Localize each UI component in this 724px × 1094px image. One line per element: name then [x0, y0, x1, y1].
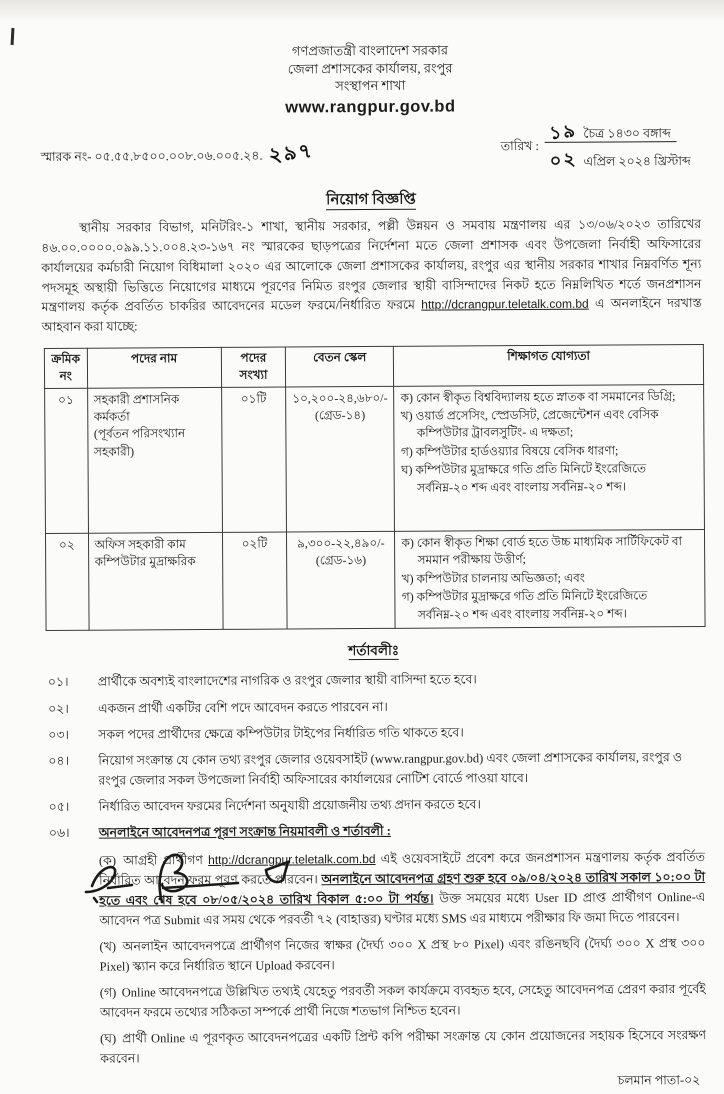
condition-item	[49, 794, 705, 817]
serial-cell: ০১	[45, 388, 88, 534]
serial-cell: ০২	[45, 533, 88, 630]
table-row	[45, 529, 705, 630]
post-count-cell: ০২টি	[222, 532, 287, 629]
post-count-cell: ০১টি	[221, 387, 286, 533]
sub-text: আগ্রহী প্রার্থীগণ	[123, 852, 203, 868]
sub-label: (ক)	[98, 853, 117, 868]
handwritten-bangla-day: ১৯	[548, 120, 579, 144]
pay-scale-cell	[287, 531, 396, 629]
memo-label: স্মারক নং- ০৫.৫৫.৮৫০০.০০৮.০৬.০০৫.২৪.	[40, 148, 263, 164]
condition-text: নির্ধারিত আবেদন ফরমের নির্দেশনা অনুযায়ী প্রয়োজনীয় তথ্য প্রদান করতে হবে।	[98, 797, 481, 814]
sub-item-gha	[100, 1025, 706, 1069]
condition-item	[48, 748, 704, 791]
pay-scale-grade: (গ্রেড-১৪)	[314, 408, 366, 423]
condition-text: সকল পদের প্রার্থীদের ক্ষেত্রে কম্পিউটার টাইপের নির্ধারিত গতি থাকতে হবে।	[98, 725, 464, 742]
memo-date-row	[40, 118, 700, 177]
bangla-date	[545, 120, 677, 144]
condition-text: প্রার্থীকে অবশ্যই বাংলাদেশের নাগরিক ও রংপুর জেলার স্থায়ী বাসিন্দা হতে হবে।	[97, 672, 477, 689]
post-name-line2: (পূর্বতন পরিসংখ্যান সহকারী)	[93, 426, 186, 459]
memo-number	[40, 120, 316, 170]
qualification-cell	[394, 384, 704, 531]
condition-text: নিয়োগ সংক্রান্ত যে কোন তথ্য রংপুর জেলার ওয়েবসাইট (www.rangpur.gov.bd) এবং জেলা প্রশাসকের কার্যালয়, রংপুর ও রংপুর জেলার সকল উপজেলা নির্বাহী অফিসারের কার্যালয়ের নোটিশ বোর্ডে পাওয়া যাবে।	[98, 750, 683, 788]
condition-item-online-rules	[49, 820, 705, 843]
col-serial: ক্রমিক নং	[44, 348, 87, 388]
date-label: তারিখ :	[500, 138, 540, 154]
col-qualification: শিক্ষাগত যোগ্যতা	[394, 344, 704, 386]
application-window-dates: অনলাইনে আবেদনপত্র গ্রহণ শুরু হবে ০৯/০৪/২০২৪ তারিখ সকাল ১০:০০ টা হতে এবং শেষ হবে ০৮/০৫/২০২৪ তারিখ বিকাল ৫:০০ টা পর্যন্ত।	[99, 869, 706, 908]
condition-text: একজন প্রার্থী একটির বেশি পদে আবেদন করতে পারবেন না।	[98, 699, 388, 716]
conditions-heading-text: শর্তাবলীঃ	[348, 642, 400, 659]
office-name: জেলা প্রশাসকের কার্যালয়, রংপুর	[287, 60, 453, 77]
qual-line: খ) কম্পিউটার চালনায় অভিজ্ঞতা; এবং	[401, 570, 585, 586]
qual-line: ঘ) কম্পিউটার মুদ্রাক্ষরে গতি প্রতি মিনিটে ইংরেজিতে সর্বনিম্ন-২০ শব্দ এবং বাংলায় সর্বনিম্ন-২০ শব্দ।	[401, 461, 647, 495]
qual-line: ক) কোন স্বীকৃত বিশ্ববিদ্যালয় হতে স্নাতক বা সমমানের ডিগ্রি;	[400, 388, 676, 405]
post-name-cell	[88, 532, 223, 630]
condition-number: ০৬।	[48, 826, 70, 841]
col-pay-scale: বেতন স্কেল	[285, 346, 394, 386]
sub-text: অনলাইন আবেদনপত্রে প্রার্থীগণ নিজের স্বাক্ষর (দৈর্ঘ্য ৩০০ X প্রস্থ ৮০ Pixel) এবং রঙিনছবি (দৈর্ঘ্য ৩০০ X প্রস্থ ৩০০ Pixel) স্ক্যান করে নির্ধারিত স্থানে Upload করবেন।	[99, 935, 706, 974]
qual-line: ক) কোন স্বীকৃত শিক্ষা বোর্ড হতে উচ্চ মাধ্যমিক সার্টিফিকেট বা সমমান পরীক্ষায় উত্তীর্ণ;	[401, 534, 683, 568]
condition-number: ০২।	[48, 701, 69, 716]
condition-item	[48, 696, 704, 719]
pay-scale-amount: ১০,২০০-২৪,৬৮০/-	[292, 390, 388, 406]
page-title-text: নিয়োগ বিজ্ঞপ্তি	[326, 191, 416, 209]
post-name-line1: সহকারী প্রশাসনিক কর্মকর্তা	[93, 391, 180, 424]
condition-number: ০৩।	[48, 727, 69, 742]
qual-line: খ) ওয়ার্ড প্রসেসিং, স্প্রেডসিট, প্রেজেন্টেশন এবং বেসিক কম্পিউটার ট্রাবলসুটিং- এ দক্ষতা;	[400, 407, 659, 441]
sub-text: উক্ত সময়ের মধ্যে User ID প্রাপ্ত প্রার্থীগণ Online-এ আবেদন পত্র Submit এর সময় থেকে পরবর্তী ৭২ (বাহাত্তর) ঘণ্টার মধ্যে SMS এর মাধ্যমে পরীক্ষার ফি জমা দিতে পারবেন।	[99, 889, 706, 928]
gregorian-date-rest: এপ্রিল ২০২৪ খ্রিস্টাব্দ	[583, 153, 691, 169]
continuation-note: চলমান পাতা-০২	[617, 1073, 701, 1088]
conditions-heading	[44, 639, 704, 663]
signature-scribbles	[70, 846, 330, 926]
sub-text: প্রার্থী Online এ পূরণকৃত আবেদনপত্রের একটি প্রিন্ট কপি পরীক্ষা সংক্রান্ত যে কোন প্রয়োজনের সহায়ক হিসেবে সংরক্ষণ করবেন।	[100, 1027, 707, 1066]
handwritten-greg-day: ০২	[548, 148, 579, 172]
date-block	[501, 118, 697, 174]
website-url: www.rangpur.gov.bd	[285, 97, 456, 117]
letterhead	[40, 40, 700, 120]
condition-number: ০৫।	[48, 799, 70, 815]
gregorian-date	[545, 145, 697, 174]
scan-artifact-mark	[11, 28, 15, 45]
handwritten-memo-serial: ২৯৭	[267, 139, 315, 167]
intro-text-1: স্থানীয় সরকার বিভাগ, মনিটরিং-১ শাখা, স্থানীয় সরকার, পল্লী উন্নয়ন ও সমবায় মন্ত্রণালয় এর ১৩/০৬/২০২৩ তারিখের ৪৬.০০.০০০০.০৯৯.১১.০০৪.২৩-১৬৭ নং স্মারকের ছাড়পত্রের নির্দেশনা মতে জেলা প্রশাসক এবং উপজেলা নির্বাহী অফিসারের কার্যালয়ের কর্মচারী নিয়োগ বিধিমালা ২০২০ এর আলোকে জেলা প্রশাসকের কার্যালয়, রংপুর এর স্থানীয় সরকার শাখার নিম্নবর্ণিত শূন্য পদসমূহ অস্থায়ী ভিত্তিতে নিয়োগের মাধ্যমে পূরণের নিমিত রংপুর জেলার স্থায়ী বাসিন্দাদের নিকট হতে নিম্নলিখিত শর্তে জনপ্রশাসন মন্ত্রণালয় কর্তৃক প্রবর্তিত চাকরির আবেদনের মডেল ফরমে/নির্ধারিত ফরমে	[41, 217, 702, 315]
pay-scale-amount: ৯,৩০০-২২,৪৯০/-	[297, 535, 385, 551]
sub-text: এই ওয়েবসাইটে প্রবেশ করে জনপ্রশাসন মন্ত্রণালয় কর্তৃক প্রবর্তিত নির্ধারিত আবেদন ফরম পূরণ করতে পারবেন।	[99, 849, 706, 888]
qualification-cell	[395, 529, 705, 628]
pay-scale-grade: (গ্রেড-১৬)	[315, 553, 367, 568]
sub-label: (খ)	[99, 939, 117, 954]
branch-name: সংস্থাপন শাখা	[335, 77, 406, 94]
government-name: গণপ্রজাতন্ত্রী বাংলাদেশ সরকার	[291, 42, 449, 59]
qual-line: গ) কম্পিউটার মুদ্রাক্ষরে গতি প্রতি মিনিটে ইংরেজিতে সর্বনিম্ন-২০ শব্দ এবং বাংলায় সর্বনিম্ন-২০ শব্দ।	[401, 588, 648, 622]
sub-item-kha	[99, 933, 705, 977]
bangla-date-rest: চৈত্র ১৪৩০ বঙ্গাব্দ	[583, 126, 671, 141]
post-name-cell	[87, 387, 222, 533]
condition-item	[48, 669, 704, 692]
application-url: http://dcrangpur.teletalk.com.bd	[421, 297, 589, 313]
table-row	[45, 384, 705, 533]
sub-text: Online আবেদনপত্রে উল্লিখিত তথ্যই যেহেতু পরবর্তী সকল কার্যক্রমে ব্যবহৃত হবে, সেহেতু আবেদনপত্র প্রেরণ করার পূর্বেই আবেদন ফরমে তথ্যের সঠিকতা সম্পর্কে প্রার্থী নিজে শতভাগ নিশ্চিত হবেন।	[99, 981, 706, 1020]
sub-item-ga	[100, 979, 706, 1023]
scan-top-shadow	[0, 0, 724, 22]
post-name-line1: অফিস সহকারী কাম	[94, 537, 186, 552]
qual-line: গ) কম্পিউটার হার্ডওয়্যার বিষয়ে বেসিক ধারণা;	[400, 443, 619, 459]
condition-number: ০৪।	[48, 754, 70, 769]
sub-label: (ঘ)	[100, 1031, 117, 1046]
scanned-document-page	[40, 40, 706, 1094]
vacancy-table	[44, 344, 706, 631]
application-url: http://dcrangpur.teletalk.com.bd	[208, 851, 376, 867]
col-post-name: পদের নাম	[87, 347, 222, 388]
online-rules-heading: অনলাইনে আবেদনপত্র পূরণ সংক্রান্ত নিয়মাবলী ও শর্তাবলী :	[98, 824, 391, 841]
page-title	[41, 187, 701, 214]
post-name-line2: কম্পিউটার মুদ্রাক্ষরিক	[94, 554, 196, 570]
sub-label: (গ)	[99, 985, 117, 1000]
pay-scale-cell	[286, 386, 395, 532]
intro-paragraph	[41, 215, 702, 338]
date-values	[545, 118, 697, 174]
intro-text-2: এ অনলাইনে দরখাস্ত আহবান করা যাচ্ছে:	[41, 296, 702, 335]
condition-item	[48, 722, 704, 745]
table-header-row	[44, 344, 703, 388]
col-post-count: পদের সংখ্যা	[221, 347, 286, 387]
condition-number: ০১।	[47, 675, 69, 690]
